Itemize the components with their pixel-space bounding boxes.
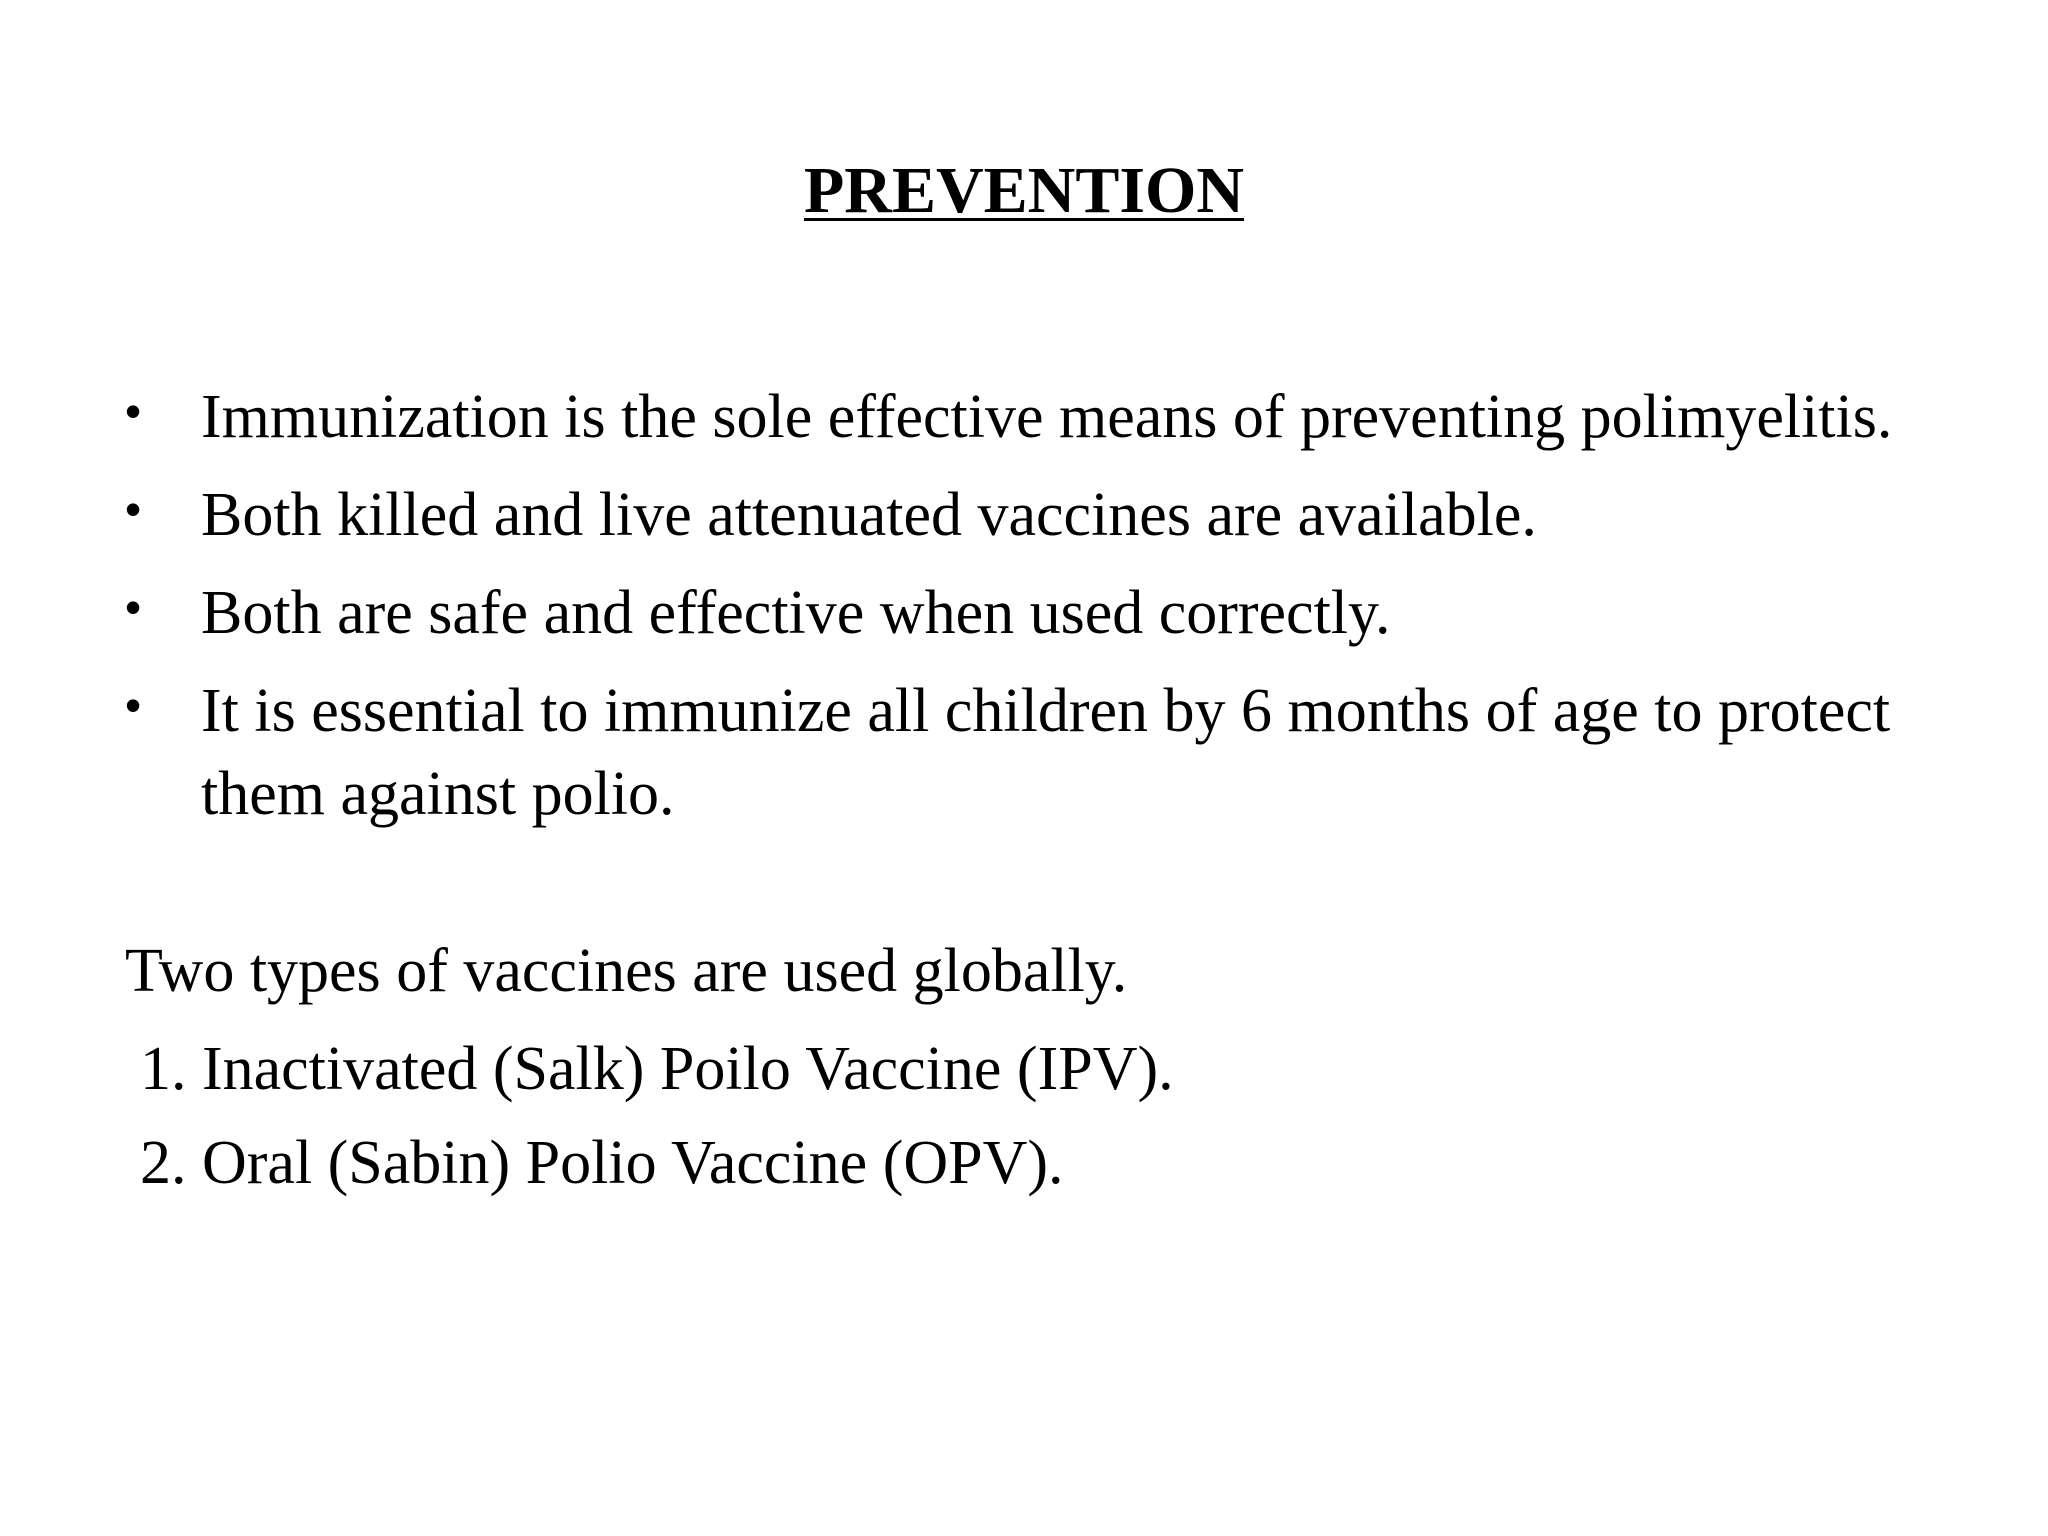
vaccine-item-ipv: 1. Inactivated (Salk) Poilo Vaccine (IPV). (140, 1035, 1174, 1103)
bullet-item: • Both are safe and effective when used correctly. (125, 572, 1965, 655)
bullet-item: • Immunization is the sole effective means of preventing polimyelitis. (125, 376, 1965, 459)
vaccine-types-intro: Two types of vaccines are used globally. (125, 937, 1128, 1005)
bullet-item: • Both killed and live attenuated vaccines are available. (125, 474, 1965, 557)
bullet-list (125, 376, 1965, 851)
slide-title: PREVENTION (803, 154, 1245, 227)
bullet-item: • It is essential to immunize all children by 6 months of age to protect them against polio. (125, 670, 1965, 836)
vaccine-item-opv: 2. Oral (Sabin) Polio Vaccine (OPV). (140, 1129, 1064, 1197)
